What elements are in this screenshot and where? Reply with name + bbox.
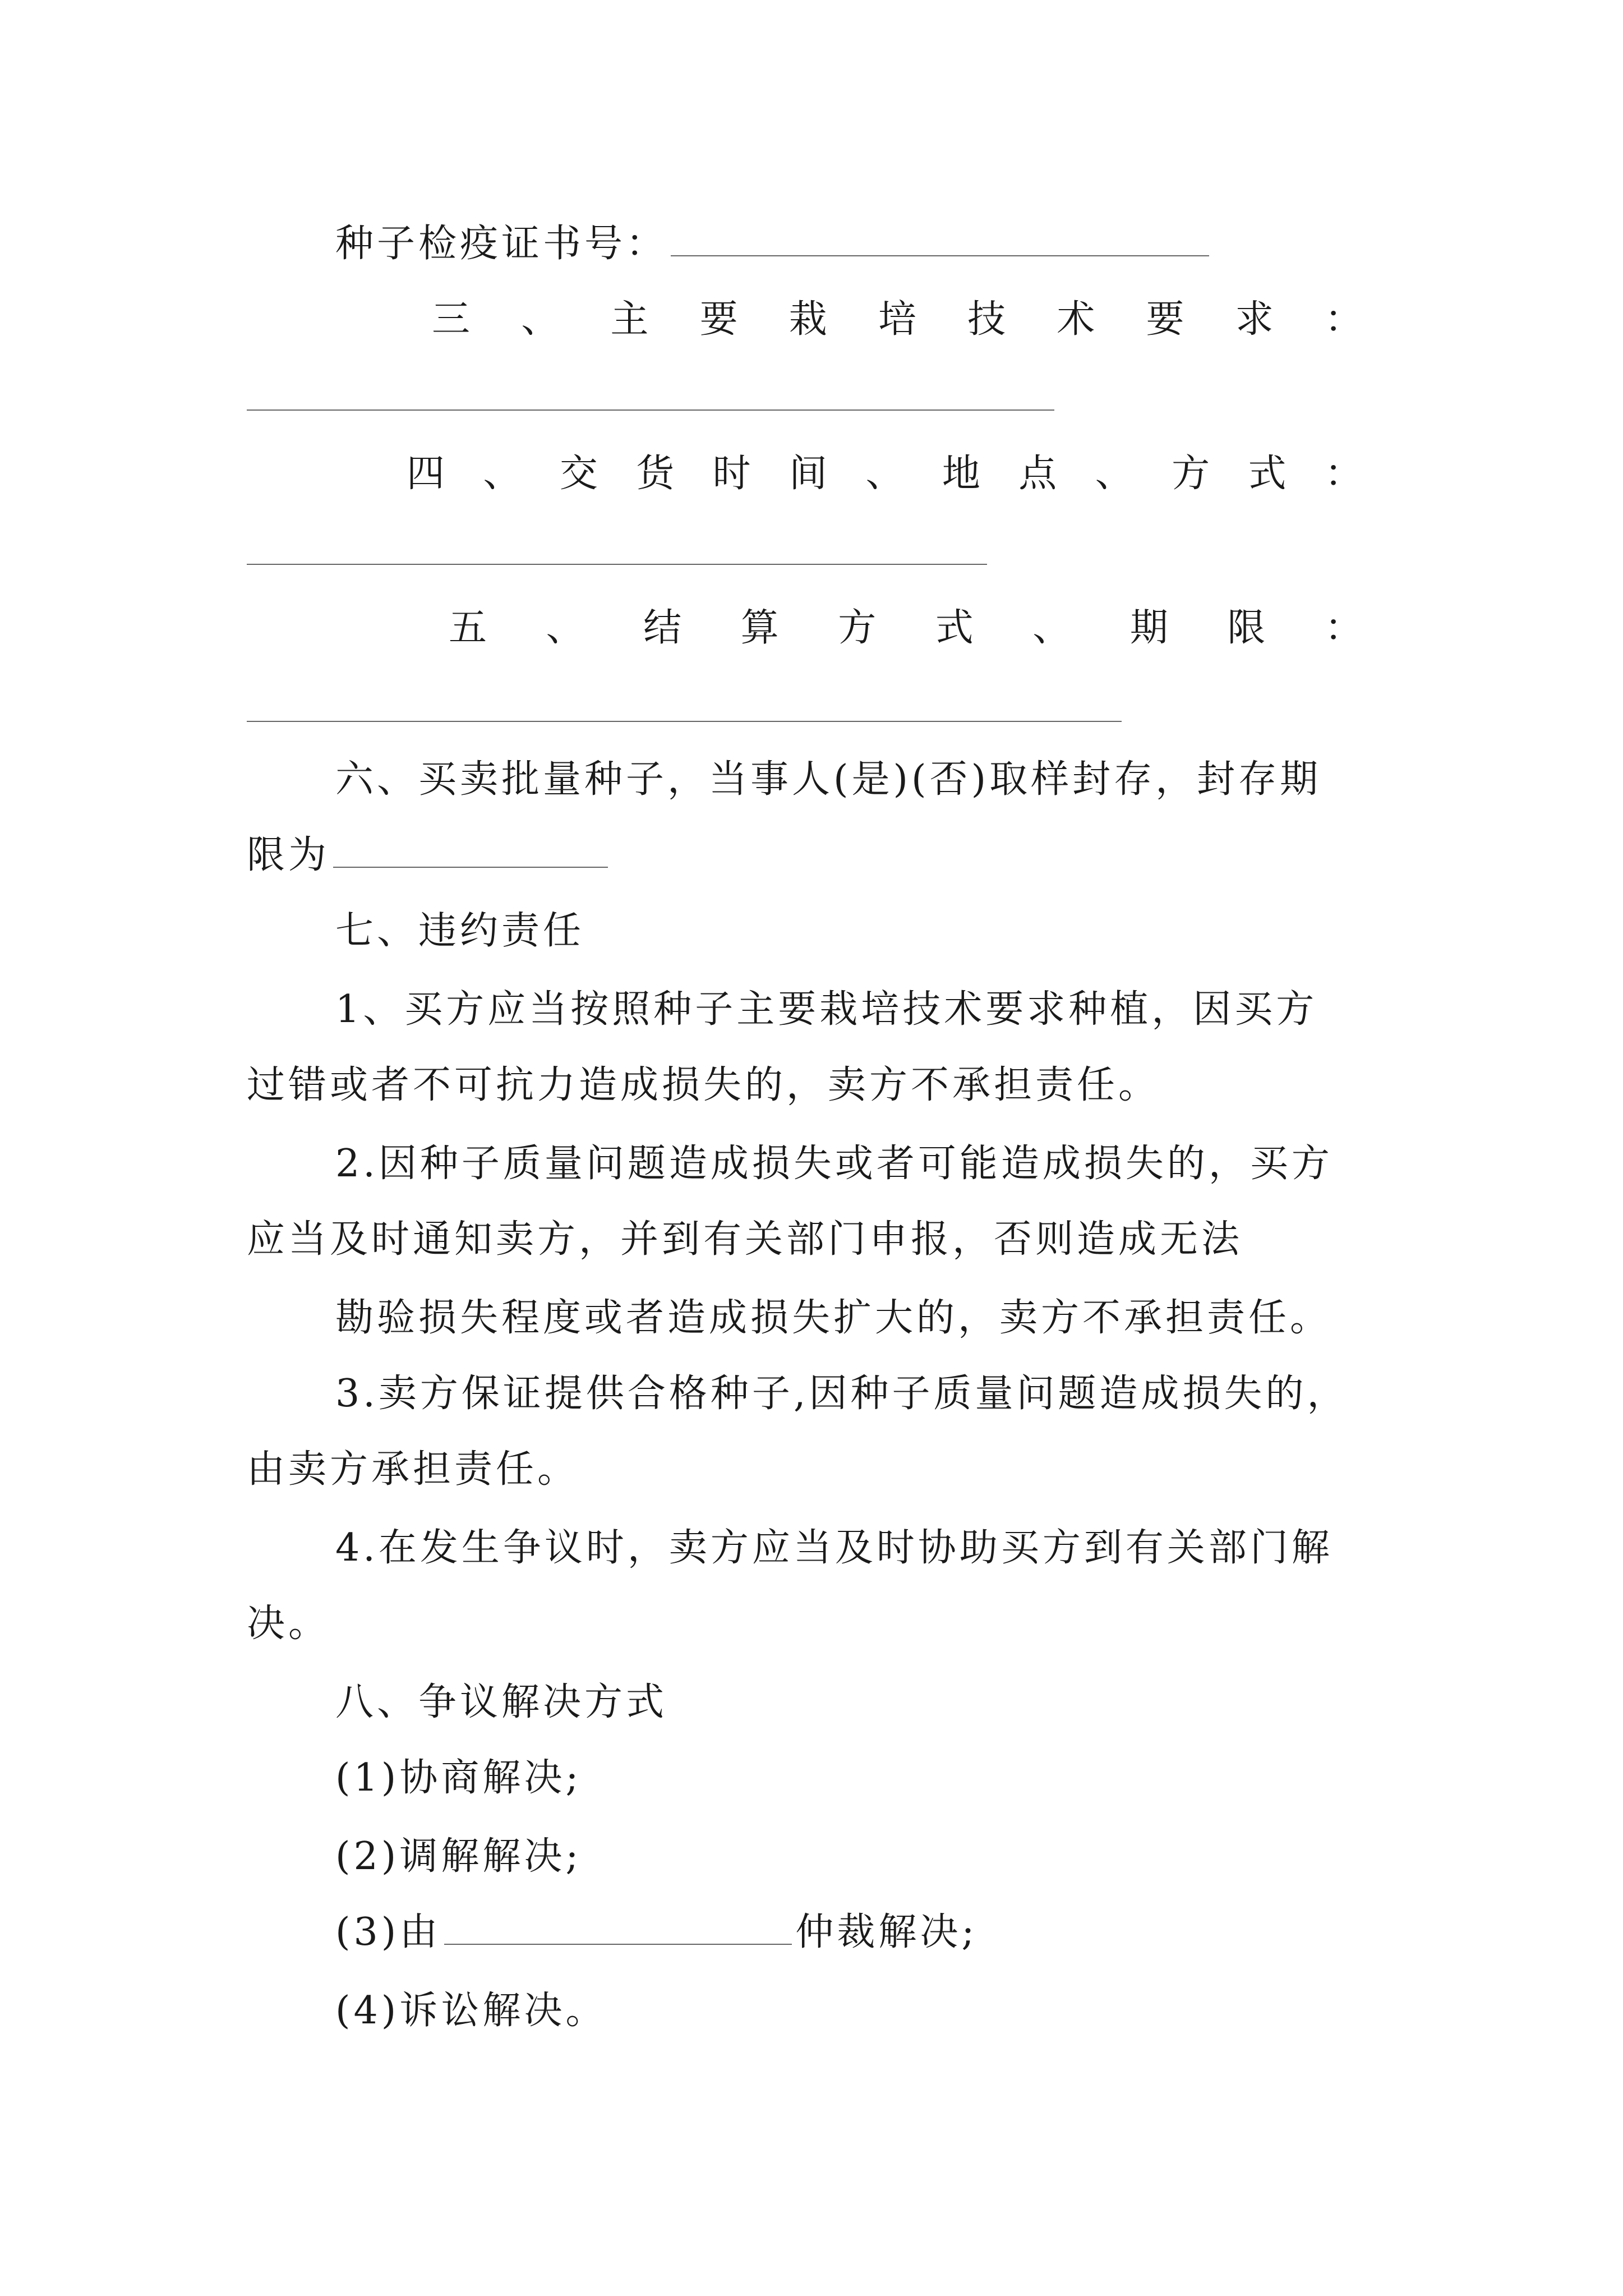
quarantine-cert-blank	[671, 219, 1209, 256]
section-4-blank	[247, 564, 987, 565]
section-6-blank	[333, 831, 608, 868]
sec3-char: 、	[521, 297, 560, 342]
arbitration-body-blank	[444, 1908, 792, 1945]
sec3-char: 要	[1146, 297, 1184, 342]
section-7-item-4-line-1: 4.在发生争议时，卖方应当及时协助买方到有关部门解	[335, 1526, 1333, 1570]
section-6-line-2	[247, 830, 611, 881]
section-7-item-2-line-1: 2.因种子质量问题造成损失或者可能造成损失的，买方	[335, 1142, 1333, 1186]
sec5-char: 式	[935, 606, 974, 650]
sec3-char: 术	[1057, 297, 1095, 342]
section-8-option-2: (2)调解解决;	[335, 1834, 582, 1879]
section-5-blank	[247, 721, 1122, 722]
sec5-char: ：	[1324, 606, 1363, 650]
section-6-line-1: 六、买卖批量种子，当事人(是)(否)取样封存，封存期	[335, 757, 1322, 802]
sec4-char: 方	[1172, 452, 1210, 496]
section-8-title: 八、争议解决方式	[335, 1680, 668, 1724]
section-8-option-3-suffix: 仲裁解决;	[795, 1910, 978, 1954]
sec3-char: 培	[878, 297, 916, 342]
sec3-char: 栽	[789, 297, 827, 342]
sec4-char: 点	[1018, 452, 1057, 496]
sec4-char: 、	[865, 452, 904, 496]
sec5-char: 、	[546, 606, 584, 650]
section-8-option-4: (4)诉讼解决。	[335, 1989, 607, 2033]
sec3-char: 主	[610, 297, 649, 342]
section-3-heading	[432, 295, 1363, 345]
sec5-char: 五	[449, 606, 487, 650]
section-7-item-3-line-1: 3.卖方保证提供合格种子,因种子质量问题造成损失的，	[335, 1372, 1349, 1416]
section-4-heading	[407, 449, 1363, 499]
section-7-item-2-line-3: 勘验损失程度或者造成损失扩大的，卖方不承担责任。	[335, 1296, 1332, 1340]
sec3-char: 要	[699, 297, 738, 342]
sec3-char: 求	[1235, 297, 1274, 342]
sec3-char: ：	[1324, 297, 1363, 342]
sec4-char: 、	[1095, 452, 1133, 496]
section-7-item-1-line-2: 过错或者不可抗力造成损失的，卖方不承担责任。	[247, 1063, 1160, 1107]
sec4-char: 、	[483, 452, 522, 496]
section-7-item-3-line-2: 由卖方承担责任。	[247, 1447, 579, 1492]
section-7-item-1-line-1: 1、买方应当按照种子主要栽培技术要求种植，因买方	[335, 987, 1318, 1032]
section-8-option-1: (1)协商解决;	[335, 1756, 582, 1800]
sec5-char: 限	[1227, 606, 1266, 650]
section-8-option-3	[335, 1907, 978, 1958]
section-3-blank	[247, 409, 1054, 411]
sec4-char: 交	[559, 452, 598, 496]
sec4-char: 四	[407, 452, 445, 496]
sec5-char: 、	[1032, 606, 1071, 650]
quarantine-cert-line	[335, 219, 1212, 269]
sec4-char: 货	[636, 452, 675, 496]
section-8-option-3-prefix: (3)由	[335, 1910, 441, 1954]
sec4-char: ：	[1324, 452, 1363, 496]
sec4-char: 式	[1248, 452, 1287, 496]
sec4-char: 间	[789, 452, 828, 496]
section-6-label: 限为	[247, 833, 330, 877]
sec5-char: 结	[643, 606, 682, 650]
sec5-char: 方	[838, 606, 877, 650]
sec4-char: 时	[712, 452, 751, 496]
section-7-title: 七、违约责任	[335, 909, 585, 953]
section-7-item-2-line-2: 应当及时通知卖方，并到有关部门申报，否则造成无法	[247, 1217, 1243, 1262]
sec5-char: 期	[1129, 606, 1168, 650]
quarantine-cert-label: 种子检疫证书号：	[335, 222, 668, 266]
sec5-char: 算	[740, 606, 779, 650]
sec4-char: 地	[942, 452, 980, 496]
sec3-char: 技	[967, 297, 1006, 342]
section-7-item-4-line-2: 决。	[247, 1602, 330, 1646]
section-5-heading	[449, 603, 1363, 654]
sec3-char: 三	[432, 297, 471, 342]
